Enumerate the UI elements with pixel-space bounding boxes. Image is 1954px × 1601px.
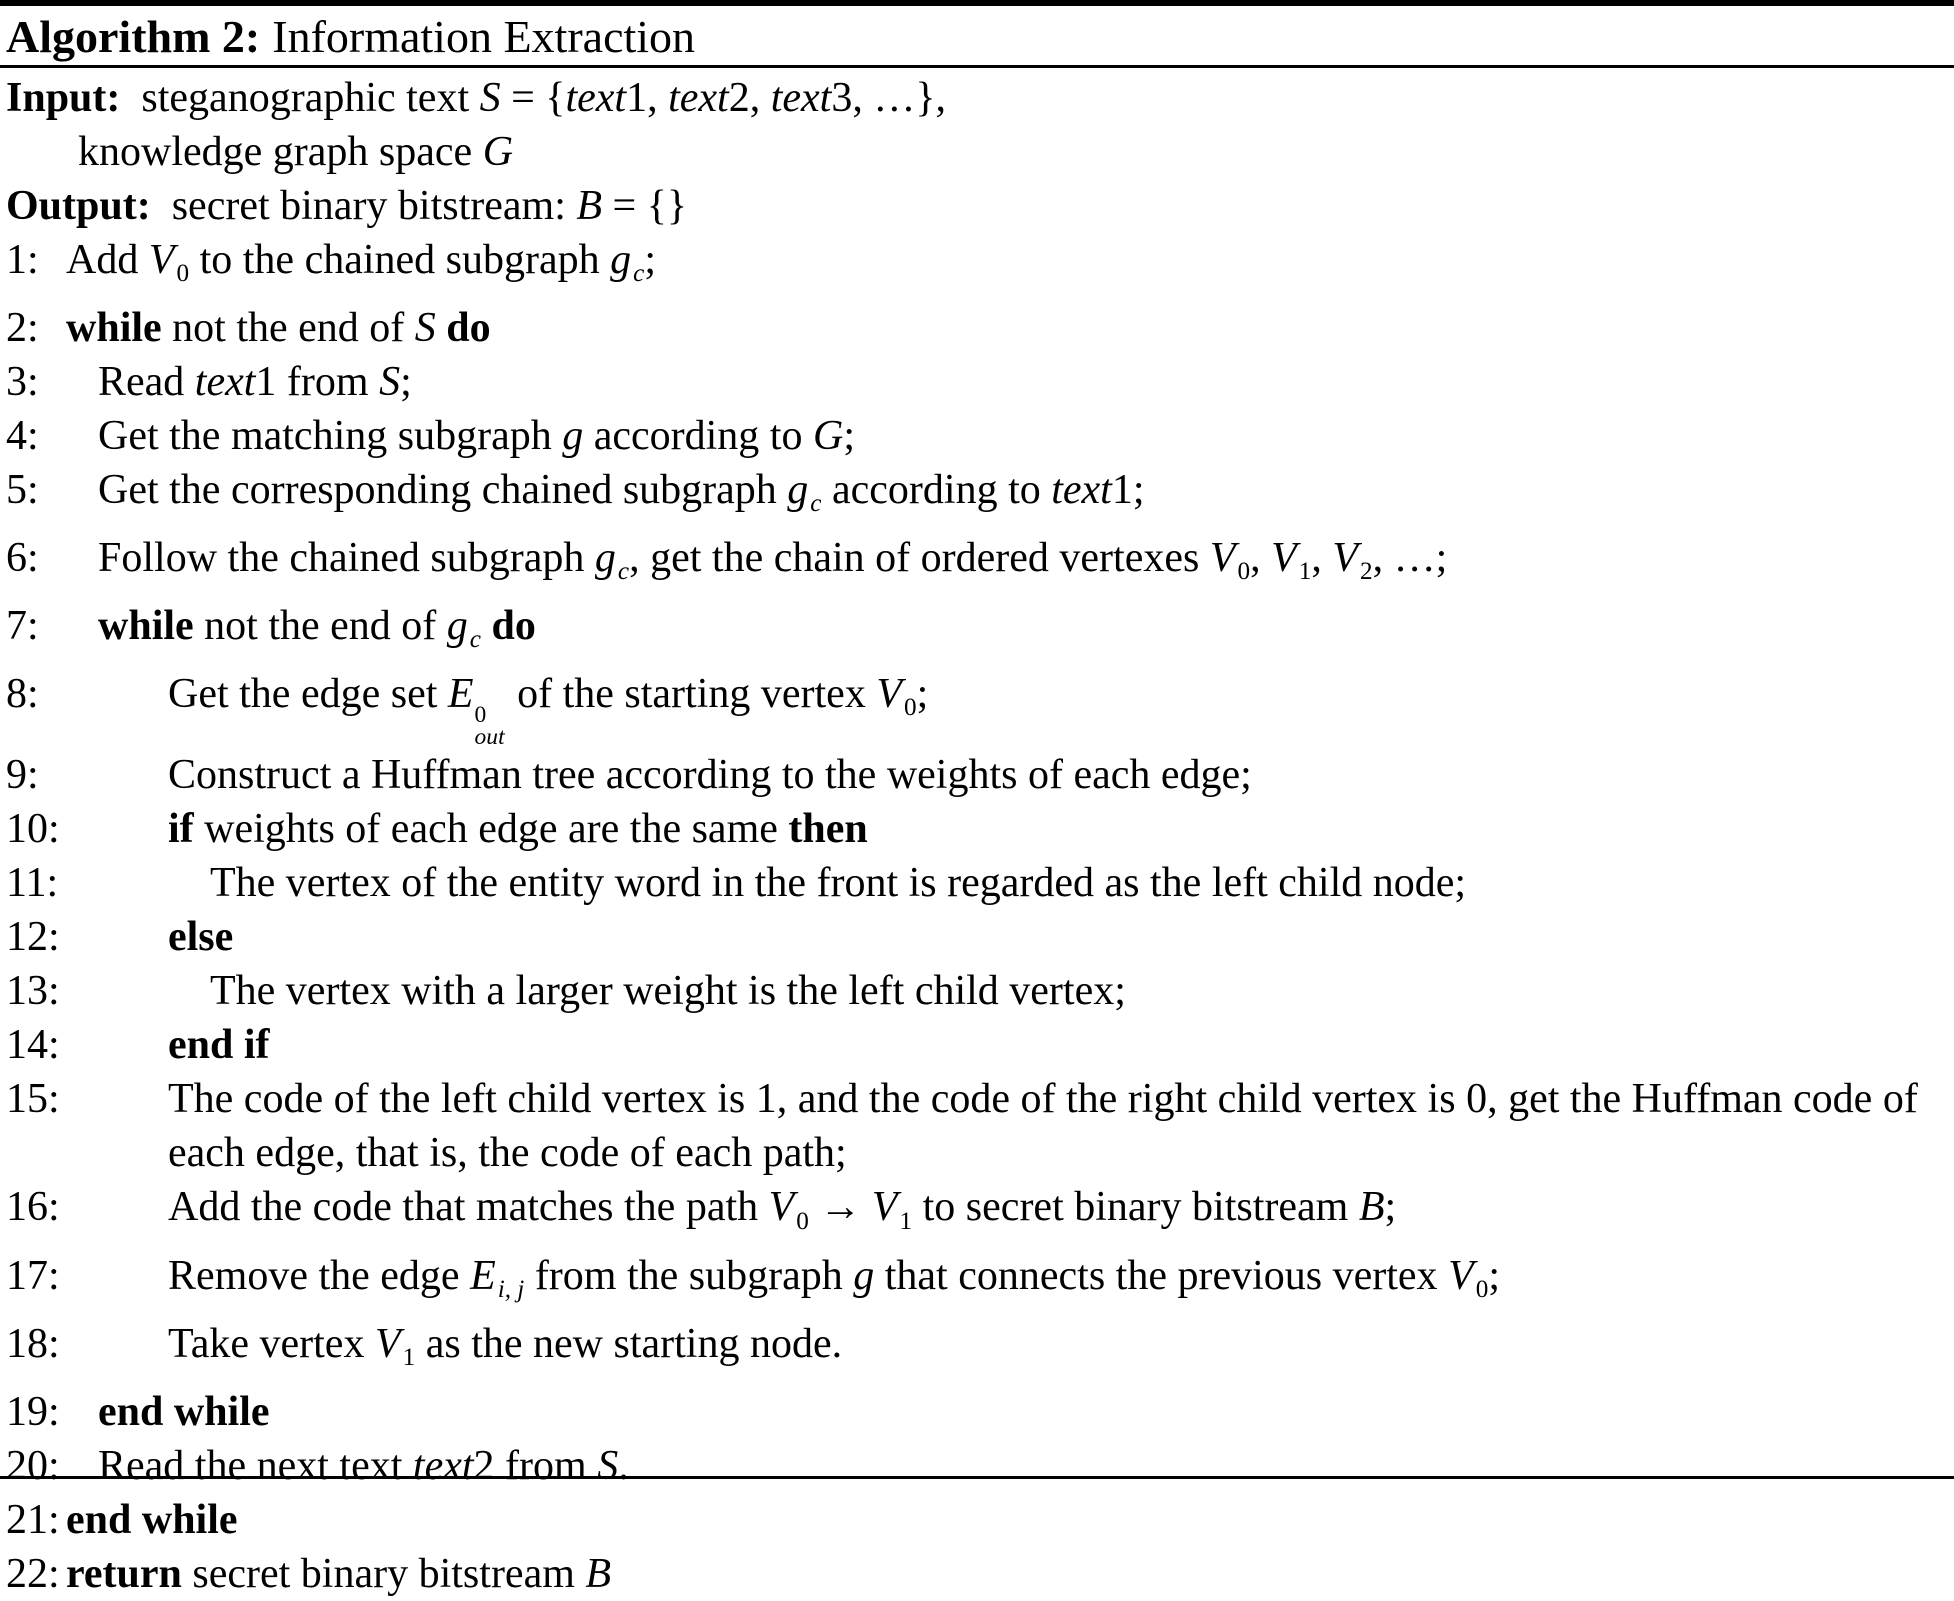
algo-step [6, 1072, 1944, 1180]
line-content: Add the code that matches the path $V_0 \to V_1$ to secret binary bitstream B; [168, 1184, 1397, 1235]
algo-step [6, 964, 1944, 1018]
algo-preamble-line [6, 125, 1944, 179]
algo-step [6, 1180, 1944, 1248]
line-content: Construct a Huffman tree according to the weights of each edge; [168, 752, 1252, 799]
line-content: The code of the left child vertex is 1, and the code of the right child vertex is 0, get the Huffman code of each edge, that is, the code of each path; [168, 1076, 1929, 1177]
algo-step [6, 856, 1944, 910]
algo-step [6, 748, 1944, 802]
line-number: 8: [6, 671, 39, 718]
line-content: Get the matching subgraph g according to G; [98, 413, 855, 460]
line-number: 4: [6, 413, 39, 460]
algo-step [6, 1547, 1944, 1601]
line-number: 19: [6, 1388, 60, 1435]
line-content: while not the end of gc do [98, 603, 536, 654]
line-content: while not the end of S do [66, 305, 491, 352]
algo-step [6, 463, 1944, 531]
algo-step [6, 1018, 1944, 1072]
line-number: 1: [6, 237, 39, 283]
line-content: Follow the chained subgraph gc, get the chain of ordered vertexes $V_0$, $V_1$, $V_2$, …; [98, 535, 1448, 586]
line-number: 10: [6, 806, 60, 853]
algo-step [6, 1249, 1944, 1317]
algorithm-body [0, 68, 1954, 1601]
algo-step [6, 531, 1944, 599]
line-number: 11: [6, 860, 59, 907]
line-content: Read the next text text2 from S. [98, 1442, 629, 1489]
line-content: return secret binary bitstream B [66, 1550, 612, 1597]
line-number: 13: [6, 968, 60, 1015]
algo-step [6, 667, 1944, 751]
line-content: Add $V_0$ to the chained subgraph gc; [66, 237, 656, 288]
algo-step [6, 1317, 1944, 1385]
line-number: 21: [6, 1496, 60, 1543]
line-content: Read text1 from S; [98, 359, 412, 406]
algo-step [6, 1439, 1944, 1493]
line-number: 22: [6, 1550, 60, 1597]
algo-step [6, 599, 1944, 667]
algo-step [6, 409, 1944, 463]
line-content: else [168, 914, 234, 961]
line-number: 20: [6, 1442, 60, 1489]
algo-step [6, 233, 1944, 301]
algo-preamble-line [6, 179, 1944, 233]
line-number: 12: [6, 914, 60, 961]
line-number: 6: [6, 535, 39, 582]
line-content: Take vertex $V_1$ as the new starting node. [168, 1320, 843, 1371]
line-content: Get the edge set E 0 out of the starting vertex $V_0$; [168, 671, 929, 751]
algo-step [6, 1385, 1944, 1439]
line-content: end while [98, 1388, 270, 1435]
line-content: The vertex with a larger weight is the left child vertex; [210, 968, 1126, 1015]
line-content: Input: steganographic text S = {text1, text2, text3, …}, [6, 75, 947, 121]
algorithm-header [0, 6, 1954, 68]
line-content: end while [66, 1496, 238, 1543]
line-number: 18: [6, 1320, 60, 1367]
algo-preamble-line [6, 71, 1944, 125]
line-number: 15: [6, 1076, 60, 1123]
line-content: Remove the edge Ei, j from the subgraph g that connects the previous vertex $V_0$; [168, 1252, 1500, 1303]
algo-step [6, 910, 1944, 964]
line-number: 3: [6, 359, 39, 406]
algo-step [6, 802, 1944, 856]
line-number: 17: [6, 1252, 60, 1299]
line-number: 14: [6, 1022, 60, 1069]
line-number: 16: [6, 1184, 60, 1231]
line-content: end if [168, 1022, 270, 1069]
algo-step [6, 355, 1944, 409]
line-content: if weights of each edge are the same then [168, 806, 868, 853]
algorithm-label: Algorithm 2: [6, 11, 261, 62]
line-content: The vertex of the entity word in the front is regarded as the left child node; [210, 860, 1467, 907]
line-number: 2: [6, 305, 39, 352]
algorithm-title: Information Extraction [272, 11, 696, 62]
line-number: 7: [6, 603, 39, 650]
line-content: Get the corresponding chained subgraph gc according to text1; [98, 467, 1145, 518]
math-supsub: 0 out [474, 701, 505, 751]
line-content: knowledge graph space G [78, 129, 514, 175]
line-content: Output: secret binary bitstream: B = {} [6, 183, 688, 229]
algo-step [6, 1493, 1944, 1547]
algo-step [6, 301, 1944, 355]
line-number: 9: [6, 752, 39, 799]
line-number: 5: [6, 467, 39, 514]
